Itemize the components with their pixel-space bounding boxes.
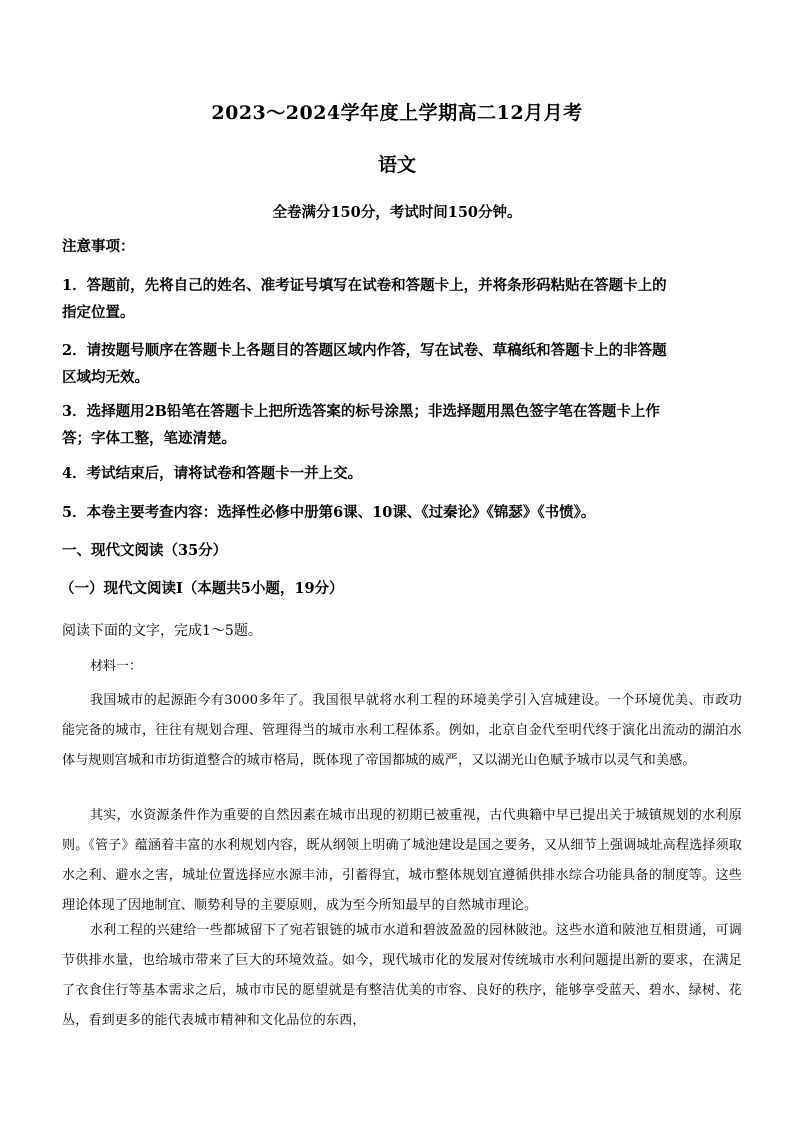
- note-item-5-line1: 5．本卷主要考查内容：选择性必修中册第6课、10课、《过秦论》《锦瑟》《书愤》。: [62, 504, 596, 521]
- note-item-4: [62, 460, 742, 487]
- note-item-3-line1: 3．选择题用2B铅笔在答题卡上把所选答案的标号涂黑；非选择题用黑色签字笔在答题卡上作: [62, 403, 660, 420]
- material-label: 材料一：: [90, 659, 143, 674]
- paragraph-2: 其实，水资源条件作为重要的自然因素在城市出现的初期已被重视，古代典籍中早已提出关于城镇规划的水利原则。《管子》蕴涵着丰富的水利规划内容，既从纲领上明确了城池建设是国之要务，又从细节上强调城址高程选择须取水之利、避水之害，城址位置选择应水源丰沛，引蓄得宜，城市整体规划宜遵循供排水综合功能具备的制度等。这些理论体现了因地制宜、顺势利导的主要原则，成为至今所知最早的自然城市理论。: [62, 808, 742, 913]
- score-info: 全卷满分150分，考试时间150分钟。: [272, 204, 522, 221]
- note-item-1-line1: 1．答题前，先将自己的姓名、准考证号填写在试卷和答题卡上，并将条形码粘贴在答题卡上的: [62, 277, 667, 294]
- note-item-4-line1: 4．考试结束后，请将试卷和答题卡一并上交。: [62, 465, 363, 482]
- exam-title: 2023～2024学年度上学期高二12月月考: [211, 102, 583, 124]
- paragraph-3: 水利工程的兴建给一些都城留下了宛若银链的城市水道和碧波盈盈的园林陂池。这些水道和陂池互相贯通，可调节供排水量，也给城市带来了巨大的环境效益。如今，现代城市化的发展对传统城市水利问题提出新的要求，在满足了衣食住行等基本需求之后，城市市民的愿望就是有整洁优美的市容、良好的秩序，能够享受蓝天、碧水、绿树、花丛，看到更多的能代表城市精神和文化品位的东西，: [62, 923, 742, 1028]
- paragraph-1: 我国城市的起源距今有3000多年了。我国很早就将水利工程的环境美学引入宫城建设。一个环境优美、市政功能完备的城市，往往有规划合理、管理得当的城市水利工程体系。例如，北京自金代至明代终于演化出流动的湖泊水体与规则宫城和市坊街道整合的城市格局，既体现了帝国都城的威严，又以湖光山色赋予城市以灵气和美感。: [62, 693, 742, 768]
- note-item-2-line1: 2．请按题号顺序在答题卡上各题目的答题区域内作答，写在试卷、草稿纸和答题卡上的非答题: [62, 342, 667, 359]
- section-heading: 一、现代文阅读（35分）: [62, 542, 228, 559]
- note-item-5: [62, 499, 742, 526]
- note-item-2-line2: 区域均无效。: [62, 369, 149, 386]
- notes-heading: 注意事项：: [62, 238, 135, 255]
- note-item-3: [62, 398, 742, 452]
- note-item-1-line2: 指定位置。: [62, 304, 135, 321]
- note-item-1: [62, 272, 742, 326]
- reading-instruction: 阅读下面的文字，完成1～5题。: [62, 623, 262, 639]
- subsection-heading: （一）现代文阅读Ⅰ（本题共5小题，19分）: [60, 580, 344, 597]
- subject-title: 语文: [377, 154, 416, 176]
- note-item-3-line2: 答；字体工整，笔迹清楚。: [62, 430, 236, 447]
- note-item-2: [62, 337, 742, 391]
